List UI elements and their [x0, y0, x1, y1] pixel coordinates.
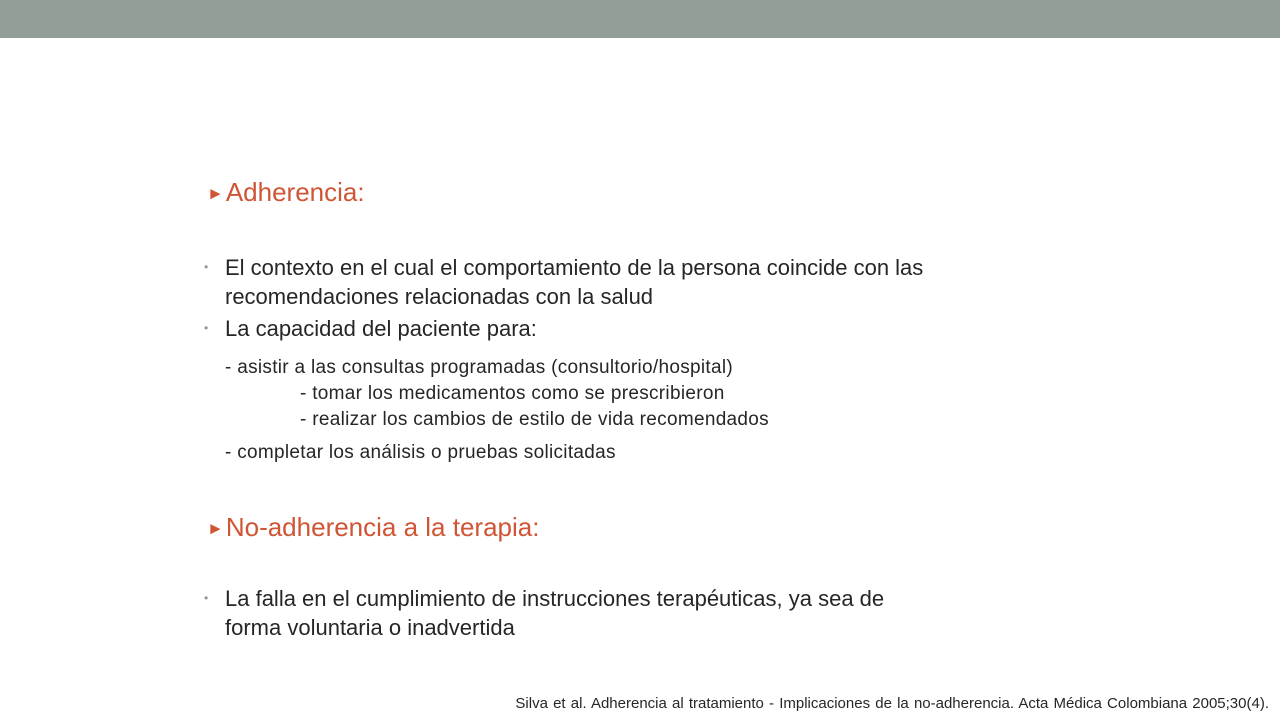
sub-item-estilo-vida: - realizar los cambios de estilo de vida recomendados [300, 409, 769, 430]
citation: Silva et al. Adherencia al tratamiento - Implicaciones de la no-adherencia. Acta Médica Colombiana 2005;30(4). [515, 695, 1269, 712]
bullet-line: forma voluntaria o inadvertida [225, 615, 515, 640]
bullet-line: El contexto en el cual el comportamiento de la persona coincide con las [225, 255, 924, 280]
bullet-icon: • [204, 591, 209, 605]
sub-item-consultas: - asistir a las consultas programadas (consultorio/hospital) [225, 357, 733, 378]
triangle-right-icon: ► [207, 519, 224, 538]
bullet-text [225, 253, 923, 311]
bullet-line: La capacidad del paciente para: [225, 316, 537, 341]
heading-no-adherencia [207, 512, 539, 544]
top-bar [0, 0, 1280, 38]
triangle-right-icon: ► [207, 184, 224, 203]
sub-item-analisis: - completar los análisis o pruebas solicitadas [225, 442, 616, 463]
heading-adherencia [207, 177, 365, 209]
bullet-text [225, 314, 537, 343]
sub-item-medicamentos: - tomar los medicamentos como se prescribieron [300, 383, 725, 404]
bullet-text [225, 584, 884, 642]
bullet-line: La falla en el cumplimiento de instrucciones terapéuticas, ya sea de [225, 586, 885, 611]
heading-label: No-adherencia a la terapia: [225, 512, 540, 542]
bullet-line: recomendaciones relacionadas con la salud [225, 284, 654, 309]
bullet-icon: • [204, 321, 209, 335]
bullet-icon: • [204, 260, 209, 274]
heading-label: Adherencia: [225, 177, 365, 207]
